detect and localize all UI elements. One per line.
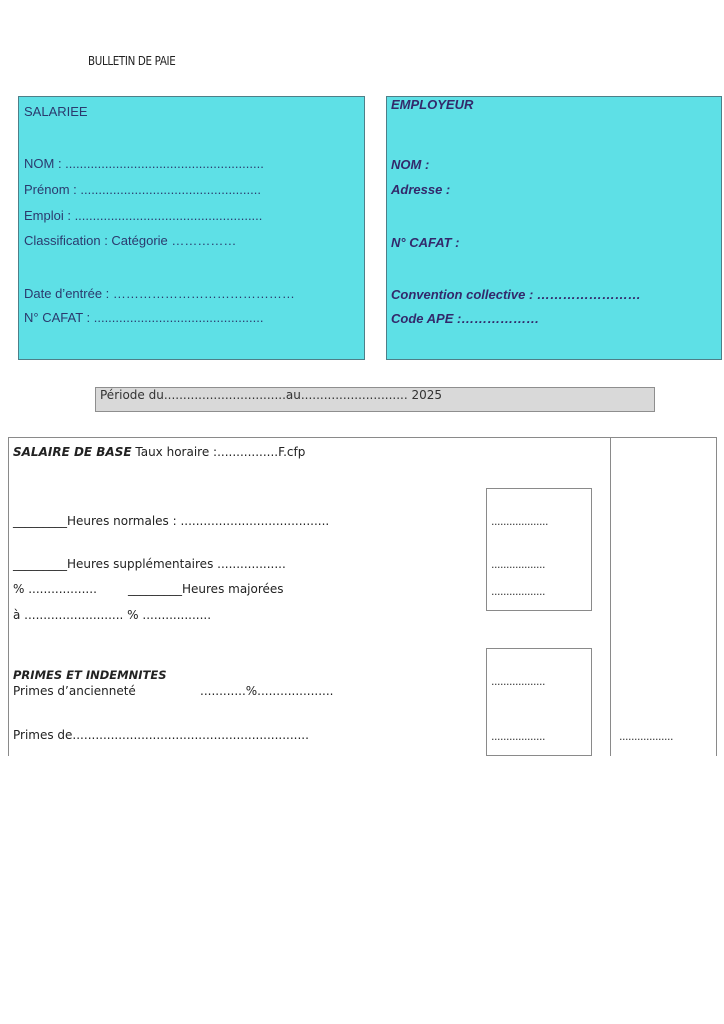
salaire-base-heading: SALAIRE DE BASE bbox=[13, 445, 132, 459]
salaire-base-row bbox=[13, 445, 305, 459]
amount-primes-anciennete[interactable]: .................. bbox=[491, 675, 545, 688]
heures-majorees-rate-field[interactable]: à .......................... % .................. bbox=[13, 608, 212, 622]
heures-supp-pct-field[interactable]: % .................. bbox=[13, 582, 97, 596]
salarie-classification-field[interactable]: Classification : Catégorie …………… bbox=[24, 233, 237, 248]
employeur-section bbox=[386, 96, 722, 360]
salarie-cafat-field[interactable]: N° CAFAT : ............................................... bbox=[24, 310, 264, 325]
primes-heading: PRIMES ET INDEMNITES bbox=[13, 668, 167, 682]
employeur-nom-field[interactable]: NOM : bbox=[391, 157, 430, 172]
employeur-heading: EMPLOYEUR bbox=[391, 97, 474, 112]
salarie-prenom-field[interactable]: Prénom : .................................................. bbox=[24, 182, 261, 197]
periode-field[interactable]: Période du................................au............................ 2025 bbox=[95, 387, 655, 412]
primes-de-field[interactable]: Primes de.............................................................. bbox=[13, 728, 309, 742]
salarie-heading: SALARIEE bbox=[24, 104, 88, 119]
salarie-section bbox=[18, 96, 365, 360]
taux-horaire-field[interactable]: Taux horaire :................F.cfp bbox=[131, 445, 306, 459]
document-title: BULLETIN DE PAIE bbox=[88, 54, 176, 68]
employeur-code-ape-field[interactable]: Code APE :……………… bbox=[391, 311, 540, 326]
salarie-nom-field[interactable]: NOM : ....................................................... bbox=[24, 156, 264, 171]
salarie-emploi-field[interactable]: Emploi : .................................................... bbox=[24, 208, 263, 223]
amount-heures-supp[interactable]: .................. bbox=[491, 558, 545, 571]
amount-heures-normales[interactable]: ................... bbox=[491, 515, 548, 528]
salarie-date-entree-field[interactable]: Date d’entrée : …………………………………… bbox=[24, 286, 295, 301]
primes-anciennete-field[interactable]: ............%.................... bbox=[200, 684, 334, 698]
primes-anciennete-label: Primes d’ancienneté bbox=[13, 684, 136, 698]
total-primes-de[interactable]: .................. bbox=[619, 730, 673, 743]
employeur-adresse-field[interactable]: Adresse : bbox=[391, 182, 451, 197]
heures-supp-field[interactable]: _________Heures supplémentaires .................. bbox=[13, 557, 286, 571]
heures-normales-field[interactable]: _________Heures normales : ....................................... bbox=[13, 514, 330, 528]
employeur-convention-field[interactable]: Convention collective : …………………… bbox=[391, 287, 641, 302]
amount-heures-majorees[interactable]: .................. bbox=[491, 585, 545, 598]
employeur-cafat-field[interactable]: N° CAFAT : bbox=[391, 235, 460, 250]
amount-primes-de[interactable]: .................. bbox=[491, 730, 545, 743]
column-divider bbox=[610, 437, 611, 756]
heures-majorees-field[interactable]: _________Heures majorées bbox=[128, 582, 284, 596]
